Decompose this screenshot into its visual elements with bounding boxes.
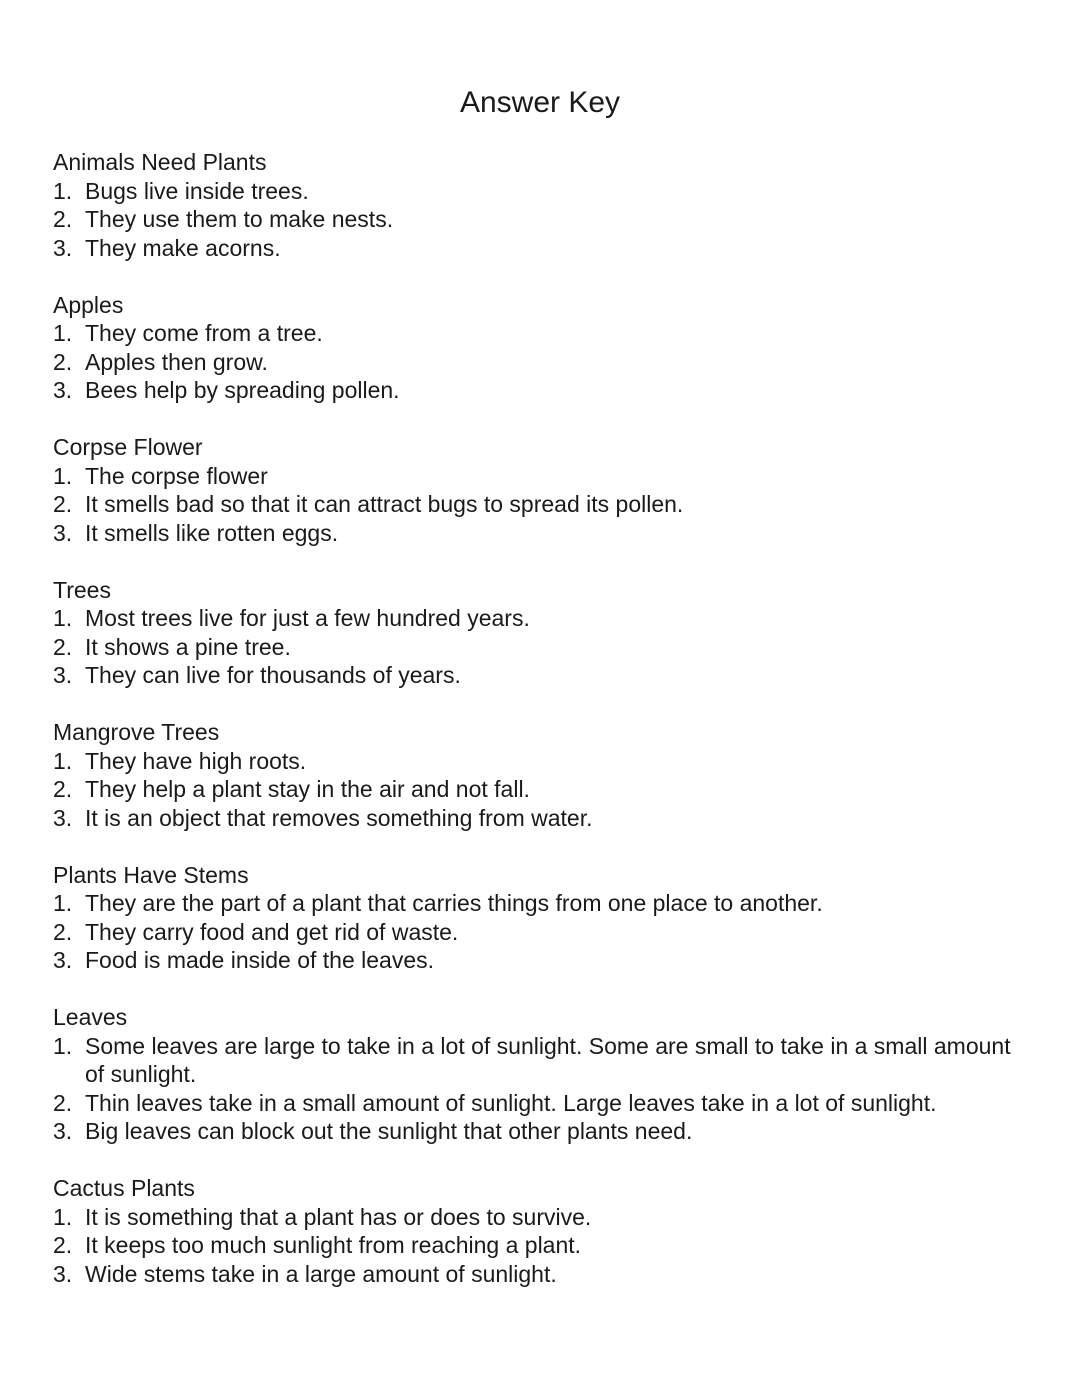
answer-text: Bugs live inside trees. xyxy=(85,177,309,204)
answer-item xyxy=(53,1117,1033,1146)
answer-number: 2. xyxy=(53,491,73,517)
answer-number: 1. xyxy=(53,1203,73,1230)
answer-item xyxy=(53,889,1033,918)
answer-item xyxy=(53,205,1033,234)
answer-item xyxy=(53,661,1033,690)
answer-text: It smells like rotten eggs. xyxy=(85,519,339,546)
answer-list xyxy=(53,1203,1033,1289)
answer-item xyxy=(53,604,1033,633)
answer-number: 1. xyxy=(53,462,73,489)
answer-text: Food is made inside of the leaves. xyxy=(85,947,435,973)
section-heading: Leaves xyxy=(53,1004,128,1030)
answer-item xyxy=(53,1203,1033,1232)
answer-list xyxy=(53,604,1033,690)
section-heading: Apples xyxy=(53,291,124,318)
answer-text: They have high roots. xyxy=(85,747,307,774)
answer-item xyxy=(53,1231,1033,1260)
answer-sections xyxy=(53,148,1033,1317)
answer-number: 3. xyxy=(53,519,73,546)
answer-number: 1. xyxy=(53,320,73,346)
answer-text: It smells bad so that it can attract bugs to spread its pollen. xyxy=(85,491,684,517)
answer-number: 2. xyxy=(53,1232,73,1258)
answer-list xyxy=(53,889,1033,975)
answer-number: 1. xyxy=(53,605,73,631)
section-heading: Animals Need Plants xyxy=(53,149,267,175)
answer-item xyxy=(53,519,1033,548)
answer-text: They can live for thousands of years. xyxy=(85,662,461,688)
answer-text: It keeps too much sunlight from reaching a plant. xyxy=(85,1232,582,1258)
answer-list xyxy=(53,747,1033,833)
answer-text: It shows a pine tree. xyxy=(85,633,291,660)
answer-item xyxy=(53,775,1033,804)
answer-number: 1. xyxy=(53,890,73,916)
answer-text: They come from a tree. xyxy=(85,320,323,346)
answer-section xyxy=(53,718,1033,832)
answer-section xyxy=(53,861,1033,975)
answer-text: Most trees live for just a few hundred years. xyxy=(85,605,530,631)
answer-item xyxy=(53,234,1033,263)
answer-section xyxy=(53,1174,1033,1288)
section-heading: Corpse Flower xyxy=(53,434,203,460)
answer-text: It is an object that removes something from water. xyxy=(85,804,593,831)
answer-number: 2. xyxy=(53,633,73,660)
answer-number: 3. xyxy=(53,1118,73,1144)
page-title: Answer Key xyxy=(459,86,621,119)
answer-number: 3. xyxy=(53,377,73,403)
answer-section xyxy=(53,1003,1033,1146)
answer-item xyxy=(53,177,1033,206)
answer-number: 3. xyxy=(53,804,73,831)
answer-list xyxy=(53,319,1033,405)
answer-item xyxy=(53,633,1033,662)
answer-number: 2. xyxy=(53,1089,73,1116)
answer-item xyxy=(53,376,1033,405)
answer-list xyxy=(53,177,1033,263)
section-heading: Trees xyxy=(53,576,111,603)
answer-item xyxy=(53,804,1033,833)
answer-section xyxy=(53,291,1033,405)
answer-section xyxy=(53,433,1033,547)
answer-section xyxy=(53,148,1033,262)
answer-item xyxy=(53,918,1033,947)
answer-text: Bees help by spreading pollen. xyxy=(85,377,400,403)
answer-number: 3. xyxy=(53,234,73,261)
answer-item xyxy=(53,1260,1033,1289)
section-heading: Mangrove Trees xyxy=(53,719,220,745)
answer-number: 1. xyxy=(53,177,73,204)
answer-text: Wide stems take in a large amount of sunlight. xyxy=(85,1260,557,1287)
answer-number: 3. xyxy=(53,662,73,688)
answer-item xyxy=(53,490,1033,519)
answer-item xyxy=(53,348,1033,377)
answer-text: Some leaves are large to take in a lot of sunlight. Some are small to take in a small amount of sunlight. xyxy=(85,1032,1011,1087)
answer-list xyxy=(53,1032,1033,1146)
answer-section xyxy=(53,576,1033,690)
answer-item xyxy=(53,747,1033,776)
answer-number: 2. xyxy=(53,776,73,802)
answer-text: Apples then grow. xyxy=(85,348,268,375)
answer-item xyxy=(53,1032,1033,1089)
answer-number: 2. xyxy=(53,206,73,232)
answer-text: It is something that a plant has or does to survive. xyxy=(85,1203,592,1230)
answer-text: Thin leaves take in a small amount of sunlight. Large leaves take in a lot of sunlight. xyxy=(85,1089,937,1116)
answer-item xyxy=(53,462,1033,491)
answer-number: 1. xyxy=(53,1032,73,1059)
answer-text: They use them to make nests. xyxy=(85,206,394,232)
answer-text: They carry food and get rid of waste. xyxy=(85,918,459,945)
answer-number: 2. xyxy=(53,918,73,945)
answer-text: They are the part of a plant that carries things from one place to another. xyxy=(85,890,823,916)
answer-item xyxy=(53,1089,1033,1118)
section-heading: Plants Have Stems xyxy=(53,861,249,888)
answer-item xyxy=(53,946,1033,975)
section-heading: Cactus Plants xyxy=(53,1175,195,1201)
answer-text: They help a plant stay in the air and not fall. xyxy=(85,776,530,802)
answer-item xyxy=(53,319,1033,348)
answer-number: 3. xyxy=(53,947,73,973)
answer-number: 2. xyxy=(53,348,73,375)
answer-number: 3. xyxy=(53,1260,73,1287)
answer-text: They make acorns. xyxy=(85,234,281,261)
answer-list xyxy=(53,462,1033,548)
answer-text: The corpse flower xyxy=(85,462,268,489)
answer-text: Big leaves can block out the sunlight that other plants need. xyxy=(85,1118,693,1144)
answer-number: 1. xyxy=(53,747,73,774)
